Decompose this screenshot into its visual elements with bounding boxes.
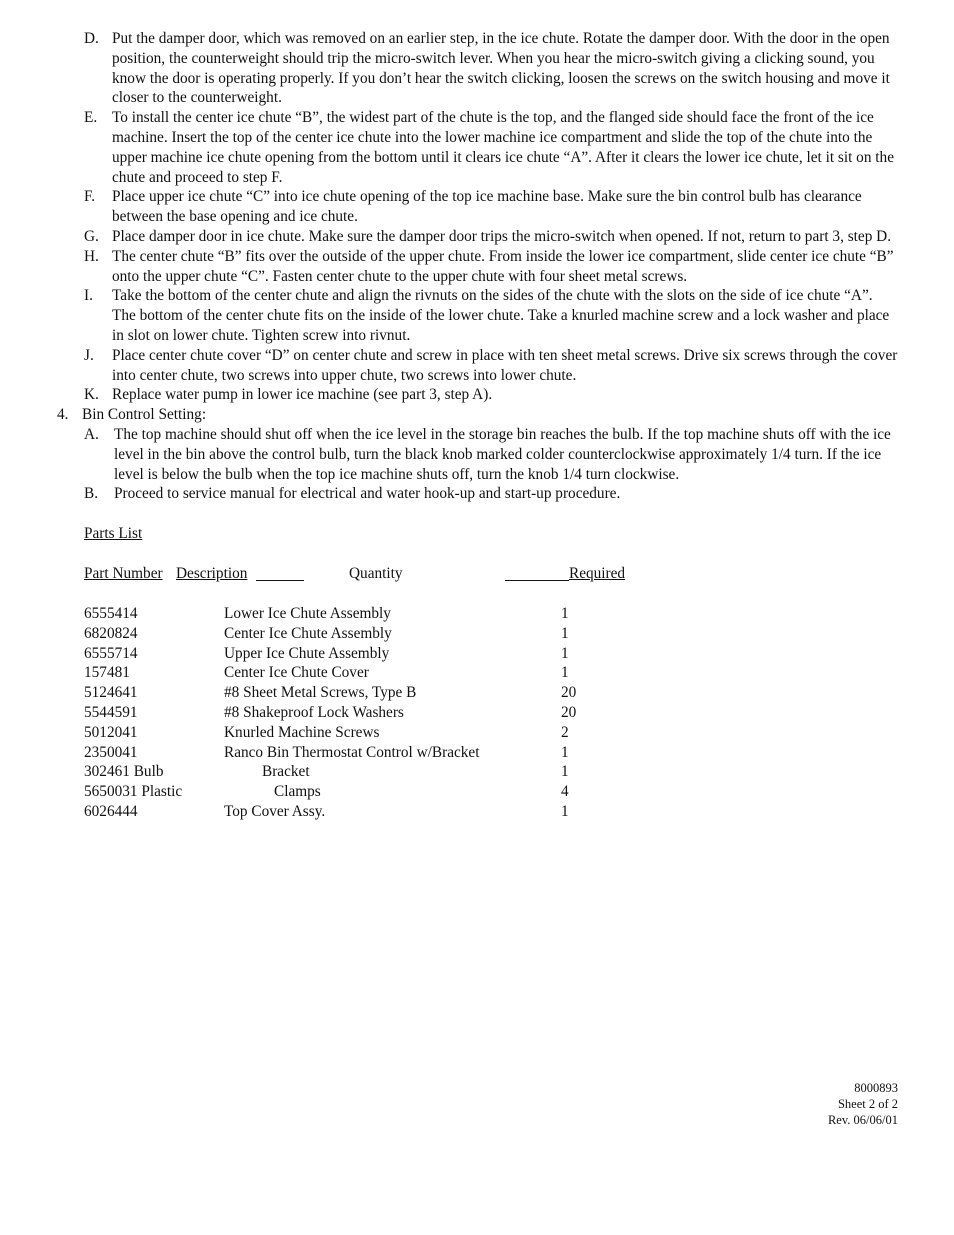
step-letter: E. xyxy=(84,109,98,127)
part-description-cell: #8 Sheet Metal Screws, Type B xyxy=(224,684,417,702)
part-number-cell: 5544591 xyxy=(84,703,138,721)
parts-table-row xyxy=(0,644,954,664)
parts-table-row xyxy=(0,802,954,822)
part-number-cell: 6555714 xyxy=(84,644,138,662)
parts-table-row xyxy=(0,703,954,723)
step-text: Put the damper door, which was removed on an earlier step, in the ice chute. Rotate the damper door. With the door in the open position, the counterweight should trip the micro-switch lever. When you hear the micro-switch giving a clicking sound, you know the door is operating properly. If you don’t hear the switch clicking, loosen the screws on the switch housing and move it closer to the counterweight. xyxy=(112,30,890,107)
parts-table-row xyxy=(0,723,954,743)
parts-table-row xyxy=(0,663,954,683)
part-description-cell: #8 Shakeproof Lock Washers xyxy=(224,703,404,721)
step-text: The top machine should shut off when the ice level in the storage bin reaches the bulb. If the top machine shuts off with the ice level in the bin above the control bulb, turn the black knob marked colder counterclockwise approximately 1/4 turn. If the ice level is below the bulb when the top ice machine shuts off, turn the knob 1/4 turn clockwise. xyxy=(114,425,891,483)
step-letter: G. xyxy=(84,227,99,245)
step-letter: D. xyxy=(84,30,99,47)
document-page xyxy=(0,29,954,822)
document-footer xyxy=(828,1080,898,1128)
step-letter: B. xyxy=(84,485,99,503)
part-number-cell: 6820824 xyxy=(84,624,138,642)
step-letter: J. xyxy=(84,346,94,364)
part-number-cell: 302461 Bulb xyxy=(84,763,164,781)
parts-table-row xyxy=(0,762,954,782)
section-bin-control xyxy=(0,405,954,425)
parts-table-row xyxy=(0,683,954,703)
part-number-cell: 2350041 xyxy=(84,743,138,761)
header-part-number: Part Number xyxy=(84,564,163,582)
bin-control-step xyxy=(0,484,898,504)
part-description-cell: Upper Ice Chute Assembly xyxy=(224,644,390,662)
part-number-cell: 6026444 xyxy=(84,802,138,820)
step-letter: F. xyxy=(84,188,96,206)
part-description-cell: Center Ice Chute Assembly xyxy=(224,624,392,642)
doc-number: 8000893 xyxy=(854,1081,898,1095)
parts-table-body xyxy=(0,604,954,822)
step-letter: H. xyxy=(84,247,99,265)
step-item xyxy=(0,227,898,247)
part-description-cell: Clamps xyxy=(274,783,321,801)
header-description-underline xyxy=(256,564,304,581)
step-letter: I. xyxy=(84,287,93,305)
step-item xyxy=(0,286,898,345)
part-quantity-cell: 20 xyxy=(561,684,577,702)
part-description-cell: Lower Ice Chute Assembly xyxy=(224,604,391,622)
part-description-cell: Knurled Machine Screws xyxy=(224,723,380,741)
step-text: Replace water pump in lower ice machine (see part 3, step A). xyxy=(112,386,493,404)
part-number-cell: 5650031 Plastic xyxy=(84,783,183,801)
step-text: Place damper door in ice chute. Make sure the damper door trips the micro-switch when opened. If not, return to part 3, step D. xyxy=(112,227,892,245)
step-item xyxy=(0,108,898,187)
part-quantity-cell: 1 xyxy=(561,624,569,642)
part-description-cell: Bracket xyxy=(262,763,310,781)
section-number: 4. xyxy=(57,406,69,424)
part-quantity-cell: 1 xyxy=(561,604,569,622)
step-item xyxy=(0,187,898,227)
part-number-cell: 157481 xyxy=(84,664,130,682)
parts-table-row xyxy=(0,743,954,763)
bin-control-step xyxy=(0,425,898,484)
header-required: Required xyxy=(569,564,626,582)
steps-list xyxy=(0,29,954,405)
part-quantity-cell: 1 xyxy=(561,743,569,761)
step-letter: K. xyxy=(84,386,99,404)
section-title: Bin Control Setting: xyxy=(82,406,207,424)
part-quantity-cell: 1 xyxy=(561,644,569,662)
part-description-cell: Center Ice Chute Cover xyxy=(224,664,369,682)
parts-table-row xyxy=(0,782,954,802)
step-letter: A. xyxy=(84,425,99,443)
part-number-cell: 5124641 xyxy=(84,684,138,702)
step-item xyxy=(0,385,898,405)
part-description-cell: Top Cover Assy. xyxy=(224,802,326,820)
parts-list-title: Parts List xyxy=(84,525,143,543)
part-quantity-cell: 20 xyxy=(561,703,577,721)
parts-table-row xyxy=(0,624,954,644)
sheet-number: Sheet 2 of 2 xyxy=(837,1097,898,1111)
step-item xyxy=(0,346,898,386)
part-number-cell: 6555414 xyxy=(84,604,138,622)
step-item xyxy=(0,29,898,108)
part-description-cell: Ranco Bin Thermostat Control w/Bracket xyxy=(224,743,480,761)
step-text: To install the center ice chute “B”, the widest part of the chute is the top, and the flanged side should face the front of the ice machine. Insert the top of the center ice chute into the lower machine ice compartment and slide the top of the chute into the upper machine ice chute opening from the bottom until it clears ice chute “A”. After it clears the lower ice chute, let it sit on the chute and proceed to step F. xyxy=(112,109,894,186)
step-text: Place center chute cover “D” on center chute and screw in place with ten sheet metal screws. Drive six screws through the cover into center chute, two screws into upper chute, two screws into lower chute. xyxy=(112,346,898,384)
step-item xyxy=(0,247,898,287)
part-quantity-cell: 1 xyxy=(561,802,569,820)
bin-control-steps xyxy=(0,425,954,504)
part-quantity-cell: 1 xyxy=(561,763,569,781)
header-required-underline xyxy=(505,564,569,581)
step-text: The center chute “B” fits over the outside of the upper chute. From inside the lower ice compartment, slide center ice chute “B” onto the upper chute “C”. Fasten center chute to the upper chute with four sheet metal screws. xyxy=(112,247,894,285)
header-quantity: Quantity xyxy=(349,564,403,582)
revision-date: Rev. 06/06/01 xyxy=(827,1113,898,1127)
step-text: Take the bottom of the center chute and align the rivnuts on the sides of the chute with the slots on the side of ice chute “A”. The bottom of the center chute fits on the inside of the lower chute. Take a knurled machine screw and a lock washer and place in slot on lower chute. Tighten screw into rivnut. xyxy=(112,287,890,344)
part-quantity-cell: 2 xyxy=(561,723,569,741)
part-quantity-cell: 1 xyxy=(561,664,569,682)
part-number-cell: 5012041 xyxy=(84,723,138,741)
header-description: Description xyxy=(176,564,248,582)
parts-table-row xyxy=(0,604,954,624)
parts-table-header xyxy=(0,564,954,584)
part-quantity-cell: 4 xyxy=(561,783,569,801)
step-text: Proceed to service manual for electrical and water hook-up and start-up procedure. xyxy=(114,485,621,503)
step-text: Place upper ice chute “C” into ice chute opening of the top ice machine base. Make sure the bin control bulb has clearance between the base opening and ice chute. xyxy=(112,188,862,226)
